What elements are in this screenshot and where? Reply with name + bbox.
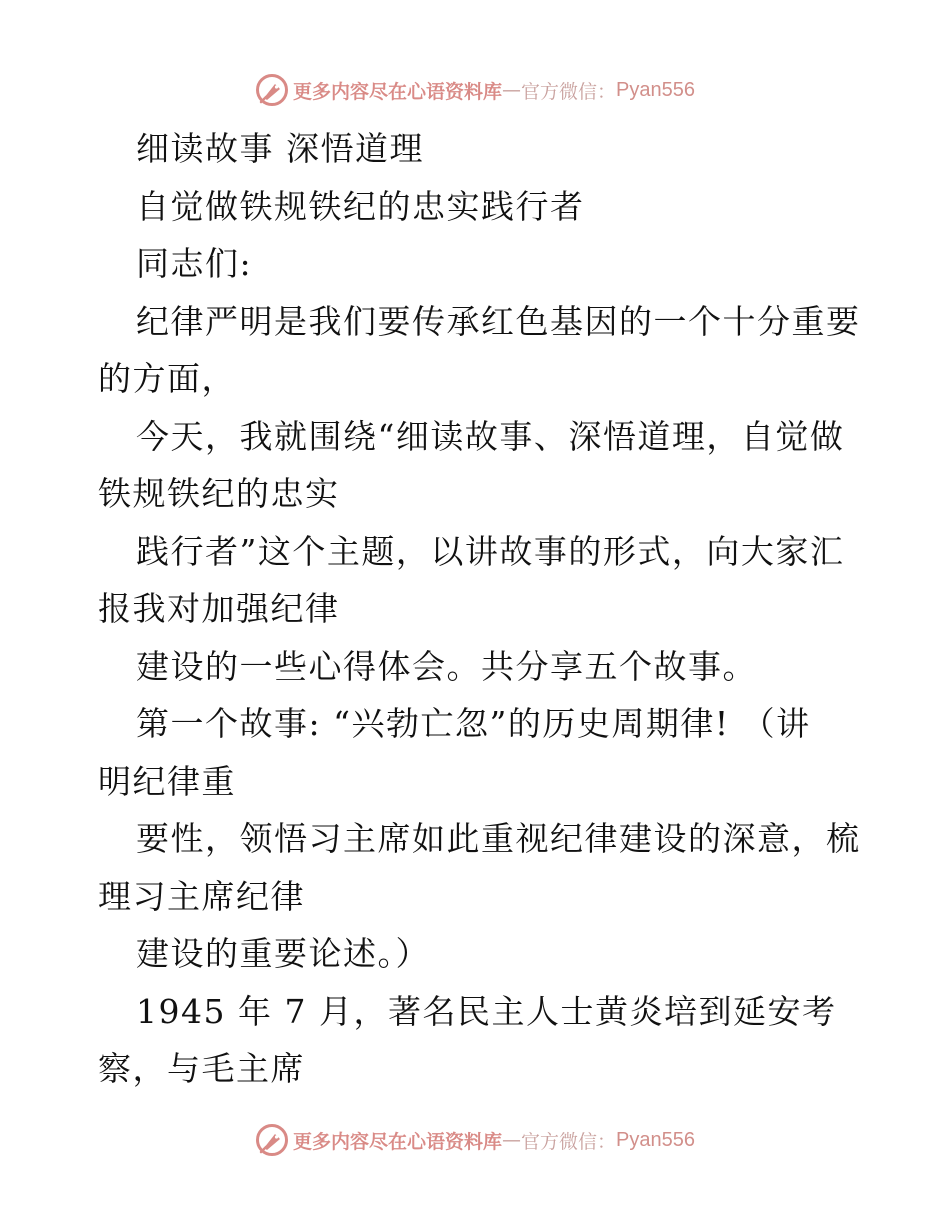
text-line: 要性，领悟习主席如此重视纪律建设的深意，梳 bbox=[136, 819, 861, 858]
watermark-separator: — bbox=[502, 1129, 522, 1151]
watermark-brand: 更多内容尽在心语资料库 bbox=[293, 1130, 503, 1153]
document-body bbox=[98, 120, 861, 1098]
text-line: 铁规铁纪的忠实 bbox=[98, 474, 340, 513]
text-line: 建设的重要论述。） bbox=[136, 934, 430, 973]
text-line: 报我对加强纪律 bbox=[98, 589, 340, 628]
story-heading-line: 第一个故事: “兴勃亡忽”的历史周期律! （讲 bbox=[136, 704, 811, 743]
watermark-wechat-label: 官方微信： bbox=[521, 1130, 617, 1153]
doc-subtitle: 自觉做铁规铁纪的忠实践行者 bbox=[136, 186, 585, 226]
text-line: 1945 年 7 月，著名民主人士黄炎培到延安考 bbox=[136, 991, 837, 1031]
text-line: 践行者”这个主题，以讲故事的形式，向大家汇 bbox=[136, 531, 845, 571]
text-line: 今天，我就围绕“细读故事、深悟道理，自觉做 bbox=[136, 416, 845, 456]
watermark-wechat-id: Pyan556 bbox=[616, 78, 695, 101]
doc-salutation: 同志们: bbox=[136, 244, 253, 283]
text-line: 理习主席纪律 bbox=[98, 876, 305, 916]
doc-title: 细读故事 深悟道理 bbox=[136, 129, 424, 168]
text-line: 纪律严明是我们要传承红色基因的一个十分重要 bbox=[136, 301, 861, 341]
watermark-wechat-id: Pyan556 bbox=[616, 1128, 695, 1151]
pen-nib-logo-icon bbox=[255, 73, 289, 107]
text-line: 建设的一些心得体会。共分享五个故事。 bbox=[136, 646, 757, 686]
watermark-brand: 更多内容尽在心语资料库 bbox=[293, 80, 503, 103]
footer-watermark bbox=[0, 1120, 950, 1160]
text-line: 的方面， bbox=[98, 359, 236, 398]
pen-nib-logo-icon bbox=[255, 1123, 289, 1157]
header-watermark bbox=[0, 70, 950, 110]
text-line: 察，与毛主席 bbox=[98, 1049, 305, 1088]
text-line: 明纪律重 bbox=[98, 761, 236, 801]
watermark-wechat-label: 官方微信： bbox=[521, 80, 617, 103]
watermark-separator: — bbox=[502, 79, 522, 101]
